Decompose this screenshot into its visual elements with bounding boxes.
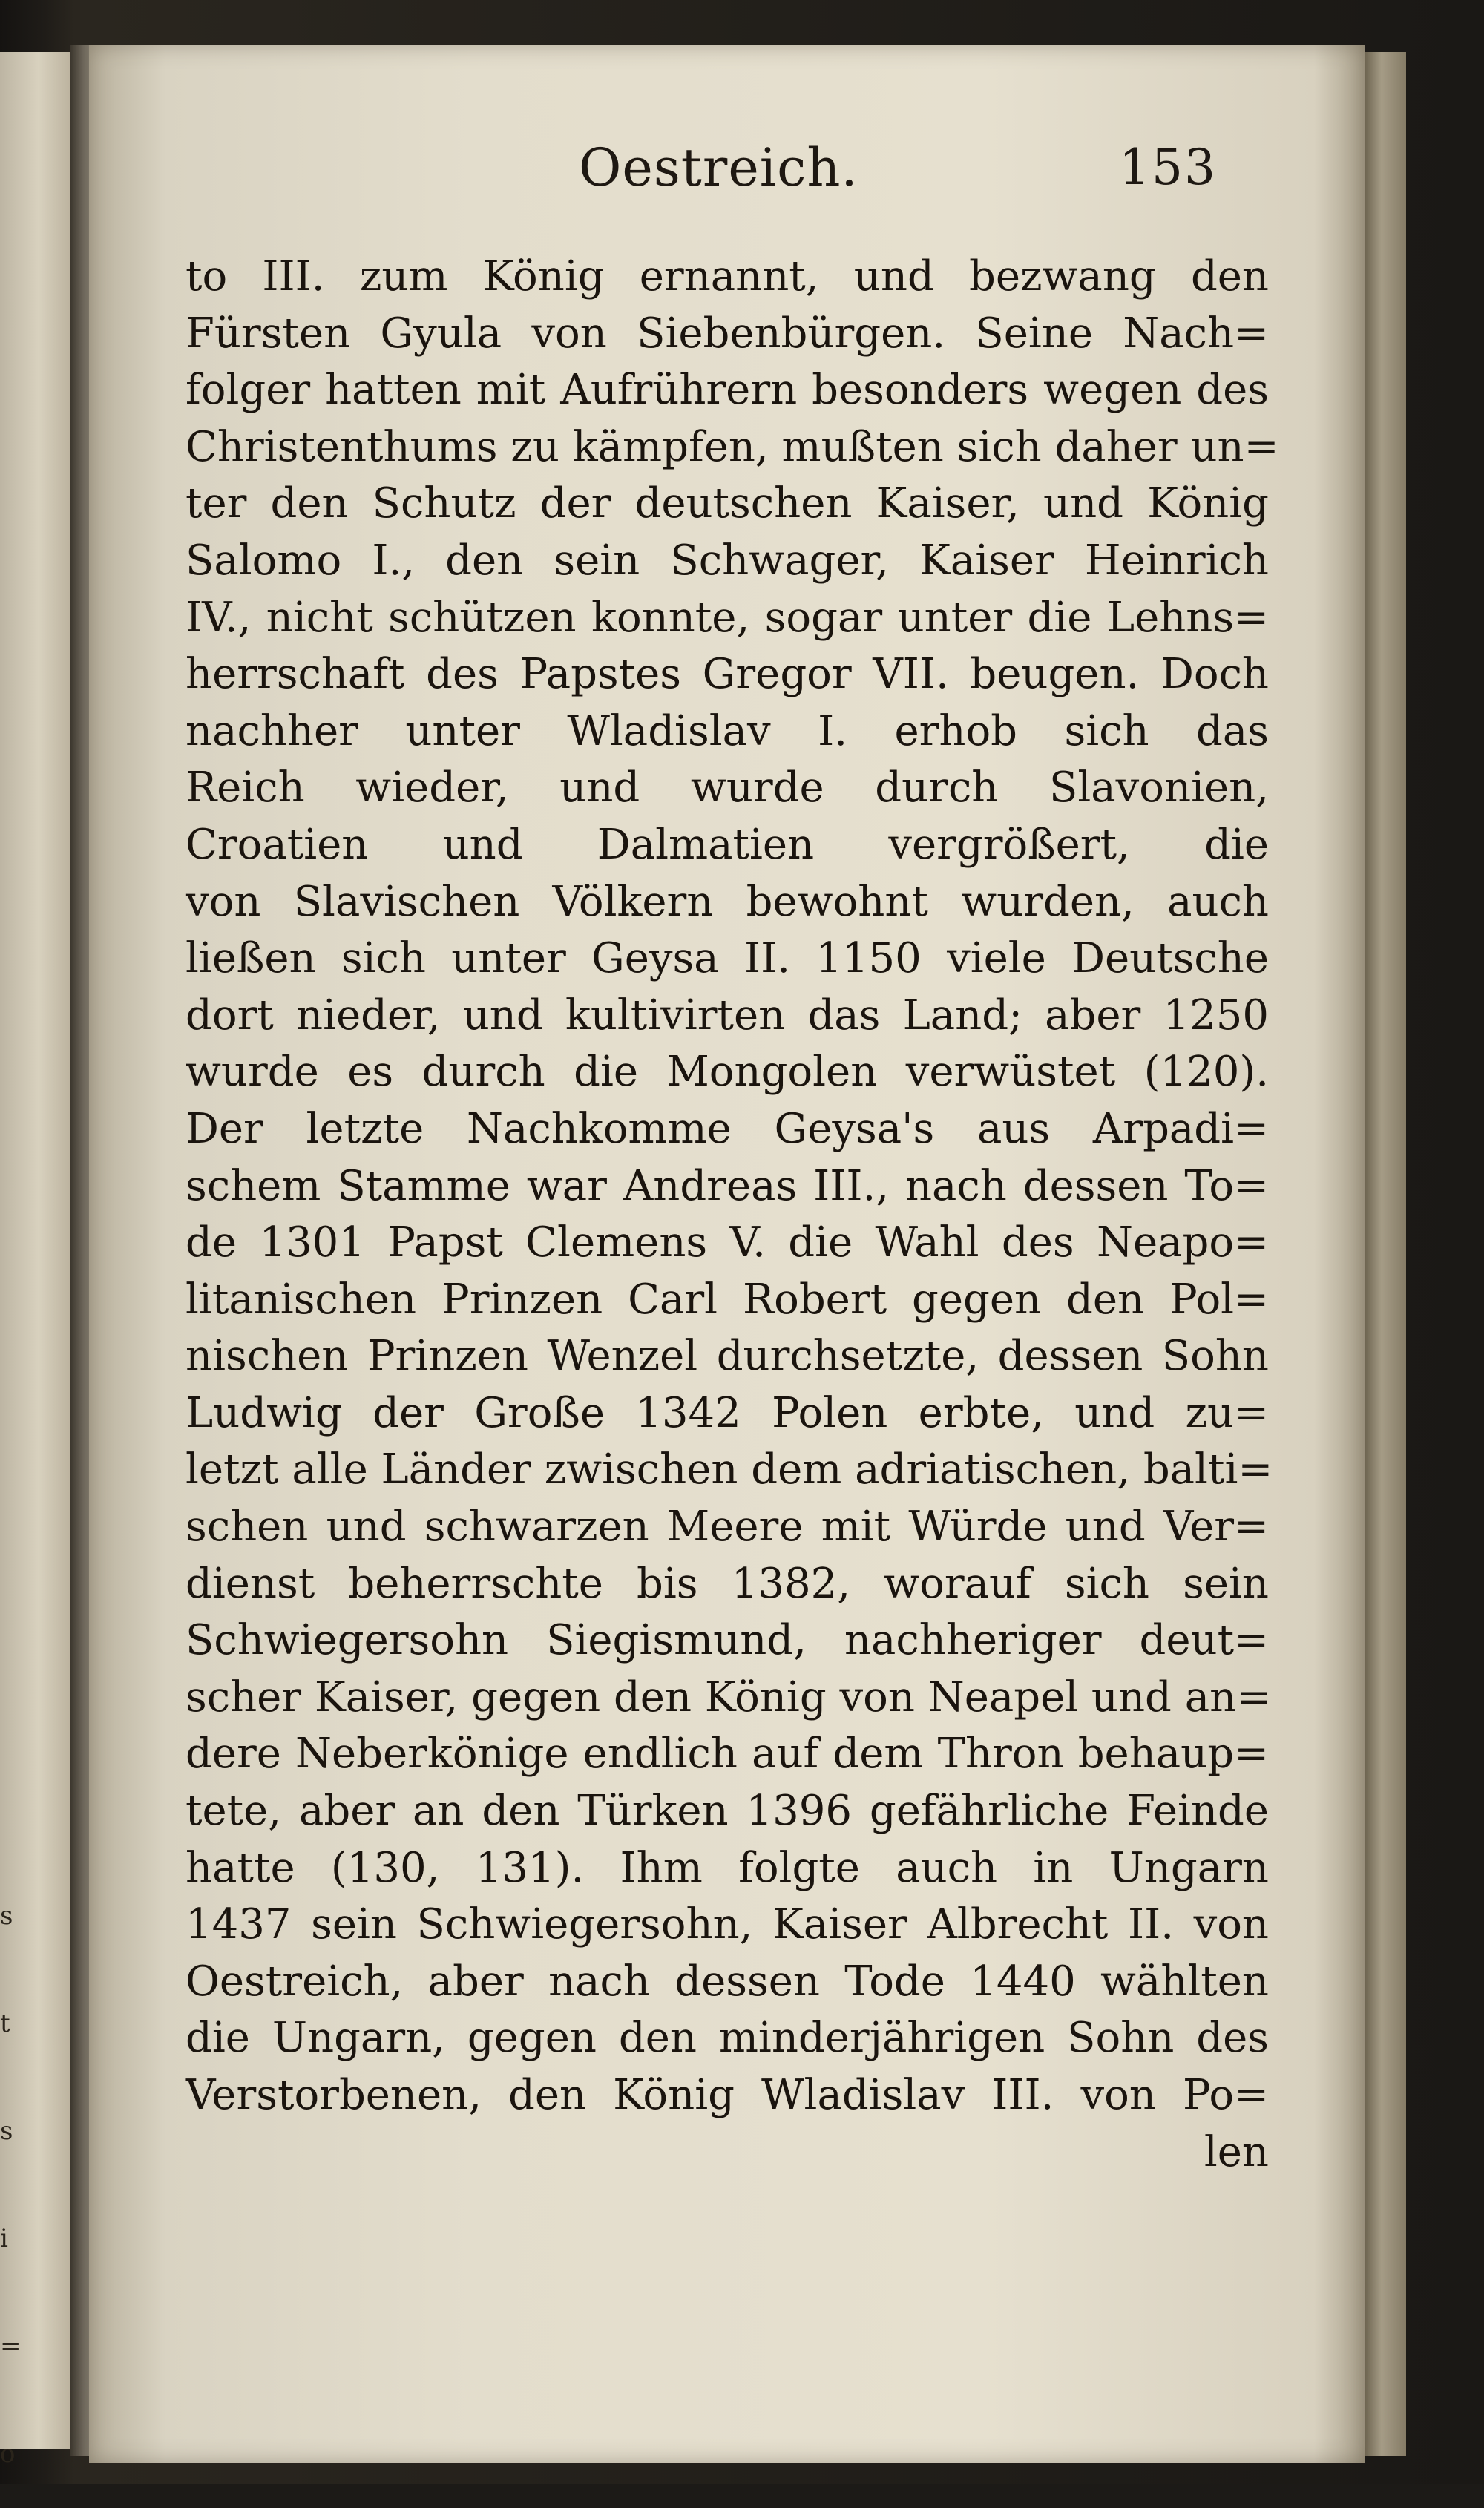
text-line: herrschaft des Papstes Gregor VII. beugen. Doch <box>186 650 1269 699</box>
text-line: Der letzte Nachkomme Geysa's aus Arpadi= <box>186 1104 1269 1153</box>
text-line: dort nieder, und kultivirten das Land; aber 1250 <box>186 991 1269 1040</box>
text-line: nischen Prinzen Wenzel durchsetzte, dessen Sohn <box>186 1332 1269 1381</box>
text-line: de 1301 Papst Clemens V. die Wahl des Neapo= <box>186 1218 1269 1267</box>
text-line: ließen sich unter Geysa II. 1150 viele Deutsche <box>186 934 1269 983</box>
facing-page-edge <box>0 52 70 2469</box>
text-line: hatte (130, 131). Ihm folgte auch in Ungarn <box>186 1843 1269 1892</box>
edge-fragment: s <box>0 1901 13 1931</box>
text-line: von Slavischen Völkern bewohnt wurden, auch <box>186 877 1269 926</box>
text-line: tete, aber an den Türken 1396 gefährliche Feinde <box>186 1787 1269 1836</box>
text-line: Fürsten Gyula von Siebenbürgen. Seine Nach= <box>186 309 1269 358</box>
running-head: Oestreich. <box>579 137 858 198</box>
text-line: folger hatten mit Aufrührern besonders wegen des <box>186 366 1269 415</box>
text-line: dere Neberkönige endlich auf dem Thron behaup= <box>186 1730 1269 1779</box>
catchword: len <box>1204 2127 1269 2176</box>
text-line: Christenthums zu kämpfen, mußten sich daher un= <box>186 422 1279 471</box>
text-line: Reich wieder, und wurde durch Slavonien, <box>186 764 1269 813</box>
text-line: letzt alle Länder zwischen dem adriatischen, balti= <box>186 1445 1273 1494</box>
edge-fragment: s <box>0 2116 13 2146</box>
body-text <box>186 249 1279 2181</box>
text-line: 1437 sein Schwiegersohn, Kaiser Albrecht II. von <box>186 1900 1269 1949</box>
text-line: Verstorbenen, den König Wladislav III. von Po= <box>186 2071 1269 2119</box>
page-header <box>579 137 1217 219</box>
text-line: nachher unter Wladislav I. erhob sich das <box>186 706 1269 755</box>
text-line: die Ungarn, gegen den minderjährigen Sohn des <box>186 2014 1269 2063</box>
text-line: litanischen Prinzen Carl Robert gegen den Pol= <box>186 1275 1269 1324</box>
edge-fragment: = <box>0 2331 22 2361</box>
text-line: Oestreich, aber nach dessen Tode 1440 wählten <box>186 1957 1269 2006</box>
text-line: scher Kaiser, gegen den König von Neapel und an= <box>186 1672 1272 1721</box>
edge-fragment: t <box>0 2009 10 2038</box>
edge-fragment: o <box>0 2439 16 2469</box>
text-line: Ludwig der Große 1342 Polen erbte, und zu= <box>186 1388 1269 1437</box>
text-line: to III. zum König ernannt, und bezwang den <box>186 252 1269 301</box>
facing-page-fragments <box>0 1862 22 2508</box>
text-line: IV., nicht schützen konnte, sogar unter die Lehns= <box>186 593 1269 642</box>
page-number: 153 <box>1119 139 1217 196</box>
text-line: ter den Schutz der deutschen Kaiser, und König <box>186 479 1269 528</box>
edge-fragment: i <box>0 2224 8 2253</box>
page-stack-edge <box>1365 52 1406 2456</box>
text-line: schem Stamme war Andreas III., nach dessen To= <box>186 1161 1269 1210</box>
text-line: Schwiegersohn Siegismund, nachheriger deut= <box>186 1616 1269 1665</box>
text-line: Salomo I., den sein Schwager, Kaiser Heinrich <box>186 536 1269 585</box>
text-line: dienst beherrschte bis 1382, worauf sich sein <box>186 1559 1269 1608</box>
text-line: Croatien und Dalmatien vergrößert, die <box>186 820 1269 869</box>
text-line: wurde es durch die Mongolen verwüstet (120). <box>186 1048 1269 1097</box>
text-line: schen und schwarzen Meere mit Würde und Ver= <box>186 1503 1269 1552</box>
